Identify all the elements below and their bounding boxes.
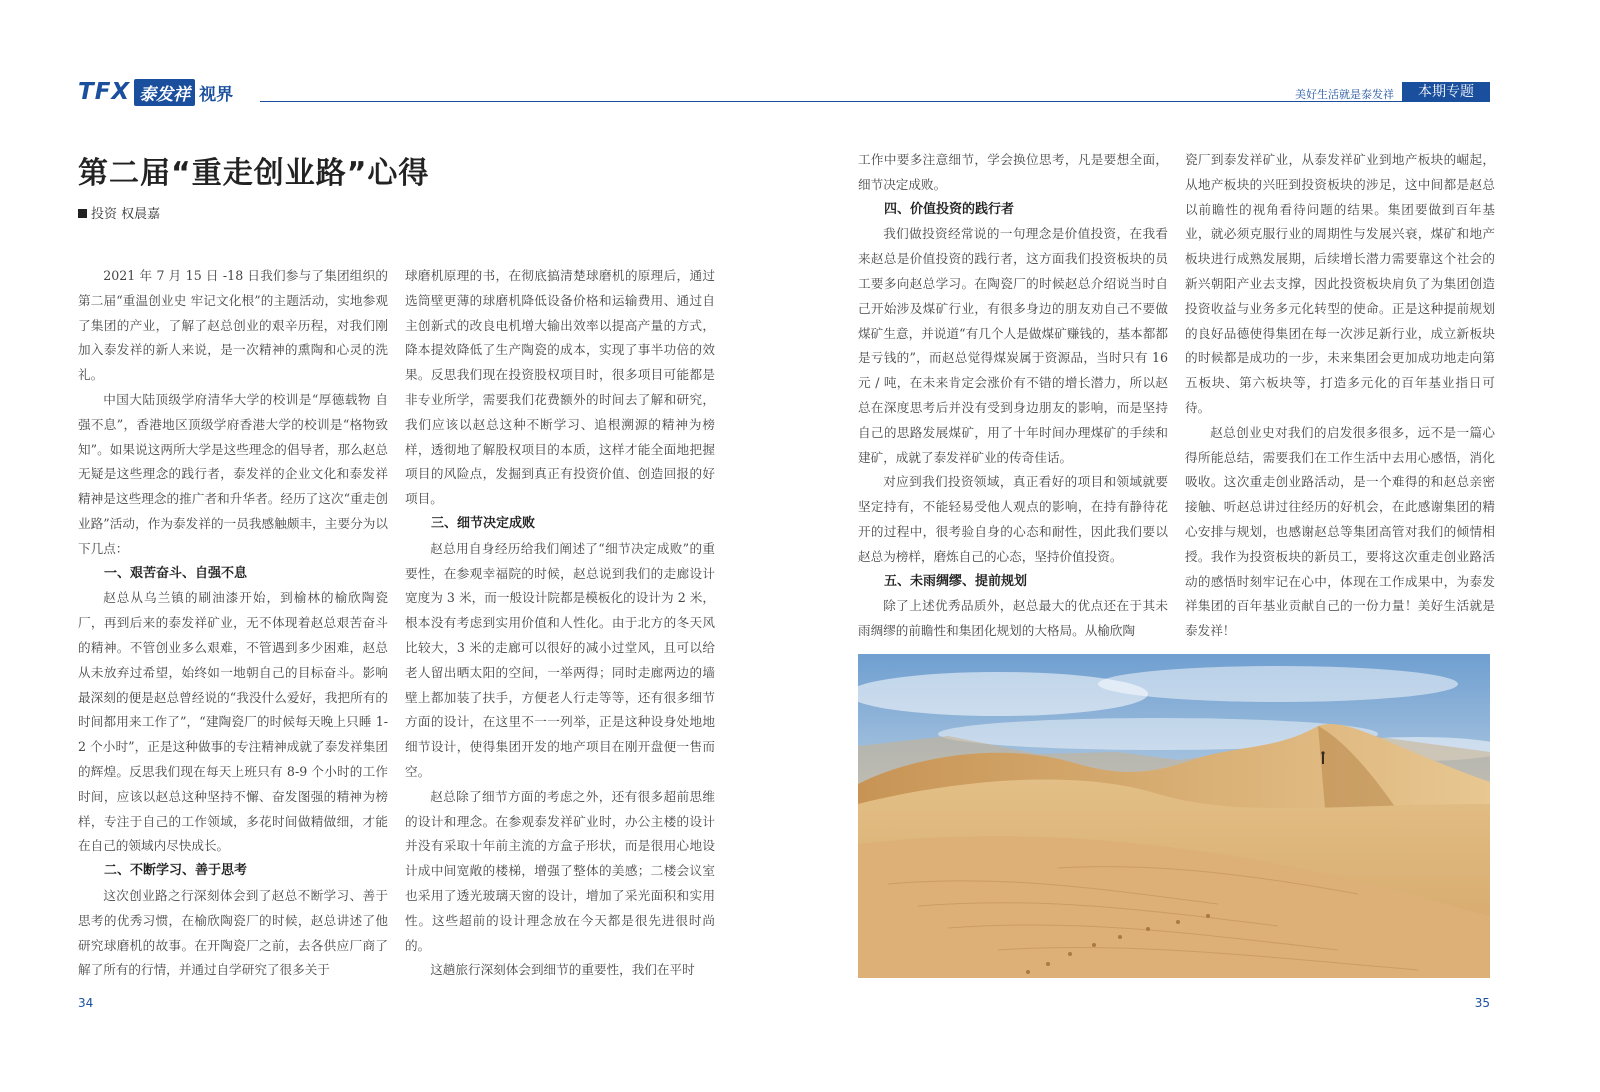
logo-vision-text: 视界 bbox=[199, 84, 234, 105]
paragraph: 这次创业路之行深刻体会到了赵总不断学习、善于思考的优秀习惯，在榆欣陶瓷厂的时候，赵总讲述了他研究球磨机的故事。在开陶瓷厂之前，去各供应厂商了解了所有的行情，并通过自学研究了很多关于 bbox=[78, 887, 388, 978]
paragraph: 赵总从乌兰镇的刷油漆开始，到榆林的榆欣陶瓷厂，再到后来的泰发祥矿业，无不体现着赵总艰苦奋斗的精神。不管创业多么艰难，不管遇到多少困难，赵总从未放弃过希望，始终如一地朝自己的目标奋斗。影响最深刻的便是赵总曾经说的“我没什么爱好，我把所有的时间都用来工作了”，“建陶瓷厂的时候每天晚上只睡 1-2 个小时”，正是这种做事的专注精神成就了泰发祥集团的辉煌。反思我们现在每天上班只有 8-9 个小时的工作时间，应该以赵总这种坚持不懈、奋发图强的精神为榜样，专注于自己的工作领域，多花时间做精做细，才能在自己的领域内尽快成长。 bbox=[78, 590, 388, 854]
paragraph: 赵总创业史对我们的启发很多很多，远不是一篇心得所能总结，需要我们在工作生活中去用心感悟，消化吸收。这次重走创业路活动，是一个难得的和赵总亲密接触、听赵总讲过往经历的好机会，在此感谢集团的精心安排与规划，也感谢赵总等集团高管对我们的倾情相授。我作为投资板块的新员工，要将这次重走创业路活动的感悟时刻牢记在心中，体现在工作成果中，为泰发祥集团的百年基业贡献自己的一份力量！美好生活就是泰发祥！ bbox=[1185, 424, 1495, 639]
section-heading: 三、细节决定成败 bbox=[431, 515, 536, 531]
paragraph: 工作中要多注意细节，学会换位思考，凡是要想全面，细节决定成败。 bbox=[858, 152, 1168, 192]
paragraph: 我们做投资经常说的一句理念是价值投资，在我看来赵总是价值投资的践行者，这方面我们投资板块的员工要多向赵总学习。在陶瓷厂的时候赵总介绍说当时自己开始涉及煤矿行业，有很多身边的朋友劝自己不要做煤矿生意，并说道“有几个人是做煤矿赚钱的，基本都都是亏钱的”，而赵总觉得煤炭属于资源品，当时只有 16 元 / 吨，在未来肯定会涨价有不错的增长潜力，所以赵总在深度思考后并没有受到身边朋友的影响，而是坚持自己的思路发展煤矿，用了十年时间办理煤矿的手续和建矿，成就了泰发祥矿业的传奇佳话。 bbox=[858, 226, 1168, 465]
byline-text: 投资 权晨嘉 bbox=[91, 207, 161, 222]
article-column-3 bbox=[858, 148, 1168, 644]
desert-dunes-photo bbox=[858, 654, 1490, 978]
section-heading: 二、不断学习、善于思考 bbox=[104, 863, 248, 879]
section-heading: 一、艰苦奋斗、自强不息 bbox=[104, 565, 248, 581]
paragraph: 2021 年 7 月 15 日 -18 日我们参与了集团组织的第二届“重温创业史 牢记文化根”的主题活动，实地参观了集团的产业，了解了赵总创业的艰辛历程，对我们刚加入泰发祥的新人来说，是一次精神的熏陶和心灵的洗礼。 bbox=[78, 268, 388, 383]
paragraph: 赵总用自身经历给我们阐述了“细节决定成败”的重要性，在参观幸福院的时候，赵总说到我们的走廊设计宽度为 3 米，而一般设计院都是模板化的设计为 2 米，根本没有考虑到实用价值和人性化。由于北方的冬天风比较大，3 米的走廊可以很好的减小过堂风，且可以给老人留出晒太阳的空间，一举两得；同时走廊两边的墙壁上都加装了扶手，方便老人行走等等，还有很多细节方面的设计，在这里不一一列举，正是这种设身处地地细节设计，使得集团开发的地产项目在刚开盘便一售而空。 bbox=[405, 540, 715, 779]
paragraph: 对应到我们投资领域，真正看好的项目和领域就要坚定持有，不能轻易受他人观点的影响，在持有静待花开的过程中，很考验自身的心态和耐性，因此我们要以赵总为榜样，磨炼自己的心态，坚持价值投资。 bbox=[858, 474, 1168, 564]
paragraph: 这趟旅行深刻体会到细节的重要性，我们在平时 bbox=[430, 962, 695, 978]
article-column-4 bbox=[1185, 148, 1495, 644]
paragraph: 中国大陆顶级学府清华大学的校训是“厚德载物 自强不息”，香港地区顶级学府香港大学的校训是“格物致知”。如果说这两所大学是这些理念的倡导者，那么赵总无疑是这些理念的践行者，泰发祥的企业文化和泰发祥精神是这些理念的推广者和升华者。经历了这次“重走创业路”活动，作为泰发祥的一员我感触颇丰，主要分为以下几点： bbox=[78, 391, 388, 556]
paragraph: 除了上述优秀品质外，赵总最大的优点还在于其未雨绸缪的前瞻性和集团化规划的大格局。从榆欣陶 bbox=[858, 598, 1168, 639]
section-heading: 四、价值投资的践行者 bbox=[884, 201, 1015, 217]
logo-brand-text: 泰发祥 bbox=[134, 79, 195, 106]
article-byline bbox=[78, 203, 160, 222]
paragraph: 球磨机原理的书，在彻底搞清楚球磨机的原理后，通过选筒壁更薄的球磨机降低设备价格和运输费用、通过自主创新式的改良电机增大输出效率以提高产量的方式，降本提效降低了生产陶瓷的成本，实现了事半功倍的效果。反思我们现在投资股权项目时，很多项目可能都是非专业所学，需要我们花费额外的时间去了解和研究，我们应该以赵总这种不断学习、追根溯源的精神为榜样，透彻地了解股权项目的本质，这样才能全面地把握项目的风险点，发掘到真正有投资价值、创造回报的好项目。 bbox=[405, 268, 715, 507]
article-column-1 bbox=[78, 264, 388, 983]
page-number-right: 35 bbox=[1474, 996, 1490, 1010]
logo-tfx-text: TFX bbox=[78, 79, 131, 105]
paragraph: 赵总除了细节方面的考虑之外，还有很多超前思维的设计和理念。在参观泰发祥矿业时，办公主楼的设计并没有采取十年前主流的方盒子形状，而是很用心地设计成中间宽敞的楼梯，增强了整体的美感；二楼会议室也采用了透光玻璃天窗的设计，增加了采光面积和实用性。这些超前的设计理念放在今天都是很先进很时尚的。 bbox=[405, 788, 715, 953]
section-tab: 本期专题 bbox=[1402, 82, 1490, 102]
article-column-2 bbox=[405, 264, 715, 983]
section-heading: 五、未雨绸缪、提前规划 bbox=[884, 573, 1028, 589]
tfx-logo bbox=[78, 80, 233, 104]
paragraph: 瓷厂到泰发祥矿业，从泰发祥矿业到地产板块的崛起，从地产板块的兴旺到投资板块的涉足，这中间都是赵总以前瞻性的视角看待问题的结果。集团要做到百年基业，就必须克服行业的周期性与发展兴衰，煤矿和地产板块进行成熟发展期，后续增长潜力需要靠这个社会的新兴朝阳产业去支撑，因此投资板块肩负了为集团创造投资收益与业务多元化转型的使命。正是这种提前规划的良好品德使得集团在每一次涉足新行业，成立新板块的时候都是成功的一步，未来集团会更加成功地走向第五板块、第六板块等，打造多元化的百年基业指日可待。 bbox=[1185, 152, 1495, 415]
byline-square-icon bbox=[78, 209, 87, 218]
page-number-left: 34 bbox=[78, 996, 94, 1010]
article-title: 第二届“重走创业路”心得 bbox=[78, 156, 430, 191]
header-slogan: 美好生活就是泰发祥 bbox=[1295, 88, 1394, 101]
magazine-header bbox=[78, 80, 1490, 106]
